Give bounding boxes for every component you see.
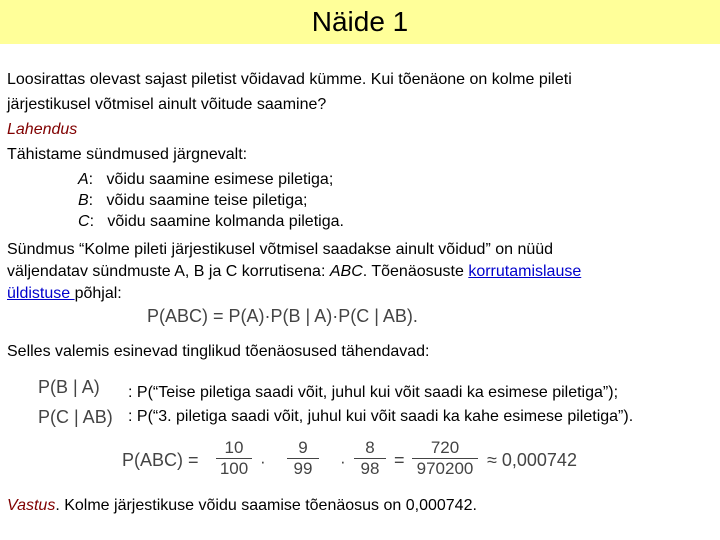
conditional-text-2: : P(“3. piletiga saadi võit, juhul kui võit saadi ka kahe esimese piletiga”).: [128, 408, 634, 425]
formula-p-c-given-ab: P(C | AB): [38, 407, 113, 427]
product-line-3: [7, 284, 122, 304]
event-colon: :: [88, 192, 94, 209]
equals-sign: =: [394, 450, 405, 470]
event-letter: A: [78, 171, 89, 188]
conditional-text-1: : P(“Teise piletiga saadi võit, juhul kui võit saadi ka esimese piletiga”);: [128, 384, 619, 401]
events-intro: Tähistame sündmused järgnevalt:: [7, 146, 248, 163]
event-colon: :: [88, 171, 94, 188]
answer-line: [7, 496, 477, 516]
event-letter: C: [78, 213, 90, 230]
fraction-first: [214, 438, 254, 479]
problem-line-2: järjestikusel võtmisel ainult võitude saamine?: [7, 96, 327, 113]
fraction-denominator: 99: [293, 459, 313, 478]
fraction-numerator: 9: [298, 438, 308, 457]
product-line-1: Sündmus “Kolme pileti järjestikusel võtmisel saadakse ainult võidud” on nüüd: [7, 241, 554, 258]
rule-link[interactable]: korrutamislause: [468, 263, 582, 280]
product-abc: ABC: [329, 263, 363, 280]
formula-p-b-given-a: P(B | A): [38, 377, 100, 397]
fraction-third: [352, 438, 388, 479]
answer-label: Vastus: [7, 497, 56, 514]
fraction-numerator: 10: [224, 438, 244, 457]
fraction-denominator: 100: [219, 459, 249, 478]
rule-link-continued[interactable]: üldistuse: [7, 285, 75, 302]
event-letter: B: [78, 192, 89, 209]
calc-lhs: P(ABC) =: [122, 450, 199, 470]
answer-text: . Kolme järjestikuse võidu saamise tõenäosus on 0,000742.: [55, 497, 477, 514]
fraction-second: [285, 438, 321, 479]
multiply-dot: ·: [260, 452, 266, 471]
multiply-dot: ·: [340, 452, 346, 471]
approx-result: ≈ 0,000742: [487, 450, 577, 470]
event-text: võidu saamine kolmanda piletiga.: [107, 213, 344, 230]
event-b: [78, 191, 307, 211]
event-a: [78, 170, 333, 190]
formula-multiplication: P(ABC) = P(A)·P(B | A)·P(C | AB).: [147, 306, 418, 326]
fraction-numerator: 8: [365, 438, 375, 457]
conditional-intro: Selles valemis esinevad tinglikud tõenäosused tähendavad:: [7, 343, 430, 360]
product-text: . Tõenäosuste: [362, 263, 469, 280]
fraction-denominator: 970200: [416, 459, 474, 478]
product-line-2: [7, 262, 581, 282]
problem-line-1: Loosirattas olevast sajast piletist võidavad kümme. Kui tõenäone on kolme pileti: [7, 71, 572, 88]
event-colon: :: [89, 213, 95, 230]
fraction-result: [410, 438, 480, 479]
solution-label: Lahendus: [7, 121, 78, 138]
slide-title: Näide 1: [311, 6, 409, 37]
fraction-numerator: 720: [430, 438, 460, 457]
event-c: [78, 212, 344, 232]
event-text: võidu saamine esimese piletiga;: [106, 171, 334, 188]
product-text: põhjal:: [74, 285, 122, 302]
product-text: väljendatav sündmuste A, B ja C korrutisena:: [7, 263, 330, 280]
event-text: võidu saamine teise piletiga;: [106, 192, 308, 209]
fraction-denominator: 98: [360, 459, 380, 478]
